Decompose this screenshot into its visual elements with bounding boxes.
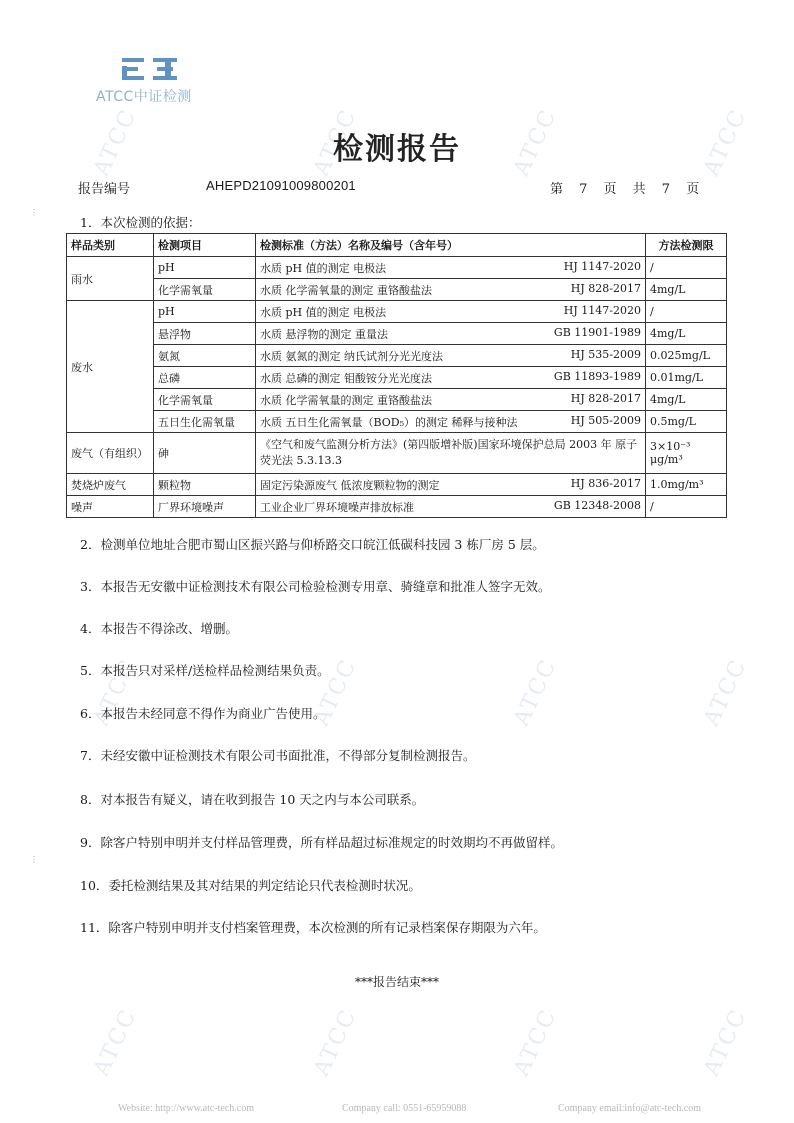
test-standard: 水质 化学需氧量的测定 重铬酸盐法 HJ 828-2017 [256,389,646,411]
standard-code: HJ 828-2017 [570,391,641,405]
detection-limit: 3×10⁻³ μg/m³ [646,433,727,474]
table-row [67,257,727,279]
test-standard: 《空气和废气监测分析方法》(第四版增补版)国家环境保护总局 2003 年 原子荧光法 5.3.13.3 [256,433,646,474]
standard-code: GB 11901-1989 [553,325,641,339]
test-standard: 水质 化学需氧量的测定 重铬酸盐法 HJ 828-2017 [256,279,646,301]
watermark: ATCC [309,1005,362,1080]
note-item: 4．本报告不得涂改、增删。 [80,621,238,636]
table-header: 检测项目 [154,234,256,257]
detection-limit: 4mg/L [646,389,727,411]
report-end-marker: ***报告结束*** [354,975,439,989]
sample-category: 焚烧炉废气 [67,474,154,496]
standard-code: GB 12348-2008 [553,498,641,512]
test-standard: 水质 总磷的测定 钼酸铵分光光度法 GB 11893-1989 [256,367,646,389]
table-row [67,367,727,389]
page-info: 第 7 页 共 7 页 [550,182,700,197]
detection-limit: 1.0mg/m³ [646,474,727,496]
table-row [67,474,727,496]
detection-limit: 4mg/L [646,323,727,345]
table-header: 检测标准（方法）名称及编号（含年号） [256,234,646,257]
logo-text: ATCC中证检测 [96,89,192,105]
watermark: ATCC [699,1005,752,1080]
test-standard: 工业企业厂界环境噪声排放标准 GB 12348-2008 [256,496,646,518]
watermark: ATCC [699,105,752,180]
test-item: 五日生化需氧量 [154,411,256,433]
report-number-label: 报告编号 [78,182,131,197]
note-item: 2．检测单位地址合肥市蜀山区振兴路与仰桥路交口皖江低碳科技园 3 栋厂房 5 层。 [80,537,545,552]
table-row [67,433,727,474]
standards-table [66,233,727,518]
note-item: 3．本报告无安徽中证检测技术有限公司检验检测专用章、骑缝章和批准人签字无效。 [80,579,551,594]
margin-mark: ⋮ [30,855,38,864]
page-title: 检测报告 [333,132,461,167]
sample-category: 雨水 [67,257,154,301]
test-standard: 水质 悬浮物的测定 重量法 GB 11901-1989 [256,323,646,345]
footer-email: Company email:info@atc-tech.com [558,1103,702,1114]
test-item: 砷 [154,433,256,474]
table-row [67,345,727,367]
detection-limit: / [646,257,727,279]
table-row [67,323,727,345]
sample-category: 废气（有组织） [67,433,154,474]
footer-website: Website: http://www.atc-tech.com [118,1103,255,1114]
table-row [67,411,727,433]
table-header-row [67,234,727,257]
table-header: 样品类别 [67,234,154,257]
test-item: 氨氮 [154,345,256,367]
test-item: 化学需氧量 [154,279,256,301]
detection-limit: 0.025mg/L [646,345,727,367]
note-item: 10．委托检测结果及其对结果的判定结论只代表检测时状况。 [80,878,421,893]
table-header: 方法检测限 [646,234,727,257]
standard-code: HJ 1147-2020 [563,303,641,317]
detection-limit: / [646,301,727,323]
watermark: ATCC [309,655,362,730]
test-standard: 固定污染源废气 低浓度颗粒物的测定 HJ 836-2017 [256,474,646,496]
watermark: ATCC [89,105,142,180]
note-item: 9．除客户特别申明并支付样品管理费，所有样品超过标准规定的时效期均不再做留样。 [80,835,563,850]
test-item: 总磷 [154,367,256,389]
test-standard: 水质 pH 值的测定 电极法 HJ 1147-2020 [256,301,646,323]
standard-code: HJ 828-2017 [570,281,641,295]
watermark: ATCC [89,1005,142,1080]
test-item: 悬浮物 [154,323,256,345]
test-item: 厂界环境噪声 [154,496,256,518]
test-standard: 水质 氨氮的测定 纳氏试剂分光光度法 HJ 535-2009 [256,345,646,367]
note-item: 11．除客户特别申明并支付档案管理费，本次检测的所有记录档案保存期限为六年。 [80,920,546,935]
note-item: 8．对本报告有疑义，请在收到报告 10 天之内与本公司联系。 [80,792,425,807]
detection-limit: / [646,496,727,518]
note-item: 5．本报告只对采样/送检样品检测结果负责。 [80,663,330,678]
note-item: 6．本报告未经同意不得作为商业广告使用。 [80,706,326,721]
table-row [67,279,727,301]
footer-phone: Company call: 0551-65959088 [342,1103,467,1114]
table-row [67,496,727,518]
standard-code: GB 11893-1989 [553,369,641,383]
test-standard: 水质 pH 值的测定 电极法 HJ 1147-2020 [256,257,646,279]
test-item: 化学需氧量 [154,389,256,411]
watermark: ATCC [509,1005,562,1080]
watermark: ATCC [509,105,562,180]
detection-limit: 0.5mg/L [646,411,727,433]
watermark: ATCC [309,105,362,180]
detection-limit: 0.01mg/L [646,367,727,389]
report-number: AHEPD21091009800201 [206,178,356,193]
table-row [67,301,727,323]
test-item: pH [154,301,256,323]
margin-mark: ⋮ [30,208,38,217]
section-basis-heading: 1．本次检测的依据： [80,215,201,230]
sample-category: 废水 [67,301,154,433]
sample-category: 噪声 [67,496,154,518]
test-standard: 水质 五日生化需氧量（BOD₅）的测定 稀释与接种法 HJ 505-2009 [256,411,646,433]
standard-code: HJ 535-2009 [570,347,641,361]
test-item: pH [154,257,256,279]
standard-code: HJ 836-2017 [570,476,641,490]
watermark: ATCC [89,655,142,730]
note-item: 7．未经安徽中证检测技术有限公司书面批准，不得部分复制检测报告。 [80,748,476,763]
standard-code: HJ 1147-2020 [563,259,641,273]
test-item: 颗粒物 [154,474,256,496]
watermark: ATCC [509,655,562,730]
standard-code: HJ 505-2009 [570,413,641,427]
detection-limit: 4mg/L [646,279,727,301]
watermark: ATCC [699,655,752,730]
table-row [67,389,727,411]
